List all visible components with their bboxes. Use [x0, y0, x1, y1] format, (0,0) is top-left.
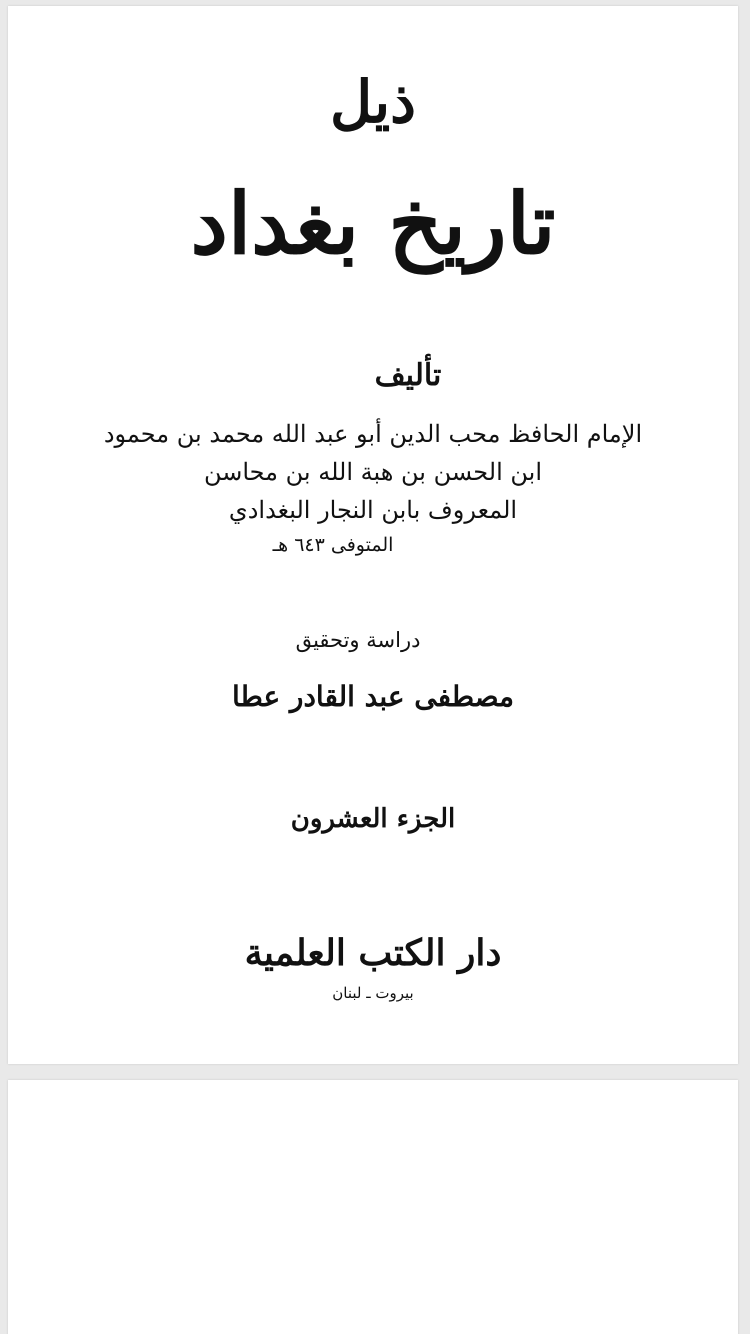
author-label: تأليف — [374, 358, 442, 393]
author-line-3: المعروف بابن النجار البغدادي — [228, 496, 518, 524]
next-page — [8, 1080, 738, 1334]
author-line-2: ابن الحسن بن هبة الله بن محاسن — [203, 458, 543, 486]
editor-name: مصطفى عبد القادر عطا — [231, 680, 515, 713]
volume-label: الجزء العشرون — [290, 804, 456, 834]
study-label: دراسة وتحقيق — [295, 628, 421, 652]
publisher-name: دار الكتب العلمية — [244, 932, 502, 974]
author-death-date: المتوفى ٦٤٣ هـ — [272, 534, 394, 556]
publisher-city: بيروت ـ لبنان — [332, 984, 414, 1002]
book-title-line-1: ذيل — [330, 68, 416, 136]
book-title-line-2: تاريخ بغداد — [190, 174, 556, 273]
title-page — [8, 6, 738, 1064]
author-line-1: الإمام الحافظ محب الدين أبو عبد الله محمد بن محمود — [103, 420, 643, 448]
